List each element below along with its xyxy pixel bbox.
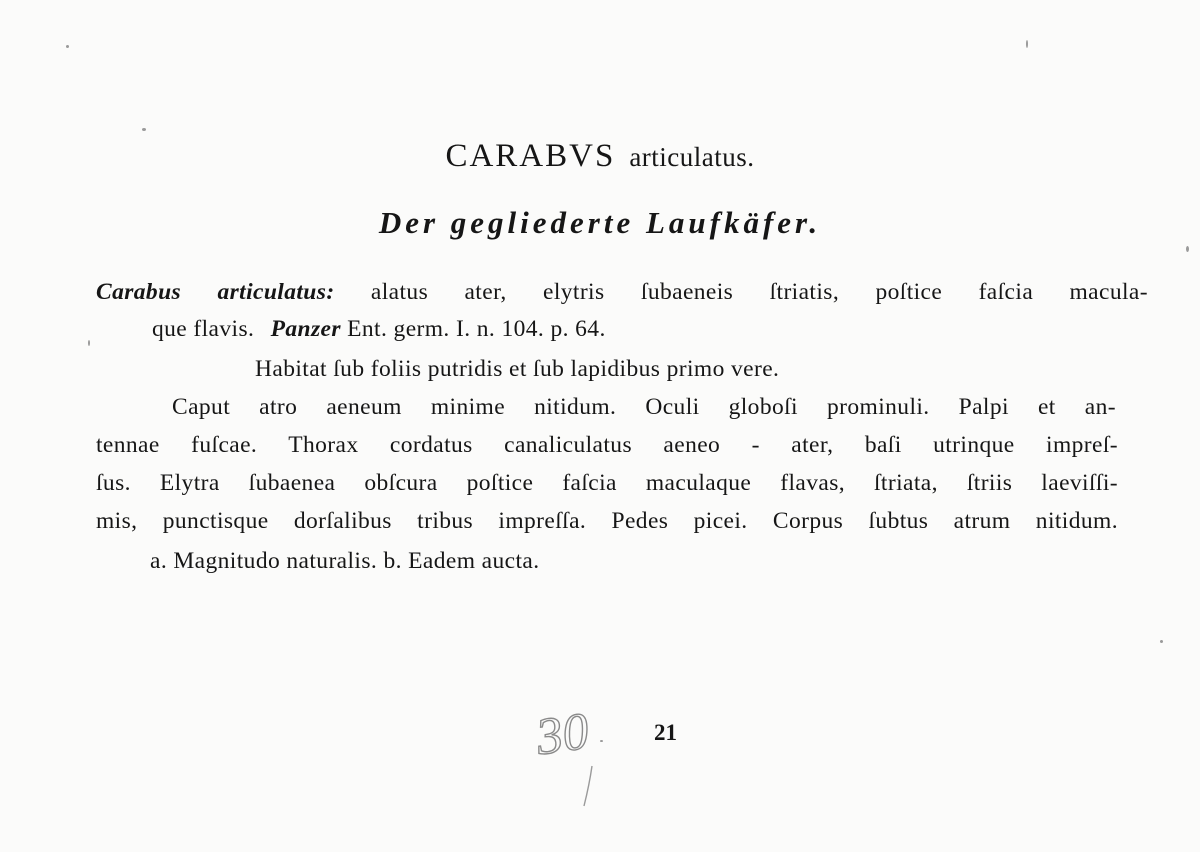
description-line-2 [152, 316, 606, 343]
body-line-4: mis, punctisque dorſalibus tribus impreſſa. Pedes picei. Corpus ſubtus atrum nitidum. [96, 508, 1118, 534]
habitat-line: Habitat ſub foliis putridis et ſub lapidibus primo vere. [255, 356, 780, 382]
handwritten-number: 30 [532, 702, 593, 767]
paper-speck [1026, 40, 1028, 48]
reference-citation: Ent. germ. I. n. 104. p. 64. [347, 316, 606, 342]
genus-name: CARABVS [445, 138, 616, 174]
body-line-2: tennae fuſcae. Thorax cordatus canaliculatus aeneo - ater, baſi utrinque impreſ- [96, 432, 1118, 458]
reference-author: Panzer [270, 316, 341, 342]
species-title [0, 138, 1200, 175]
description-taxon: Carabus articulatus: [96, 279, 335, 305]
figure-caption: a. Magnitudo naturalis. b. Eadem aucta. [150, 548, 540, 574]
paper-speck [1186, 246, 1189, 252]
body-line-3: ſus. Elytra ſubaenea obſcura poſtice faſcia maculaque flavas, ſtriata, ſtriis laeviſſi- [96, 470, 1118, 496]
description-diagnosis: alatus ater, elytris ſubaeneis ſtriatis, poſtice faſcia macula- [370, 279, 1148, 305]
paper-speck [1160, 640, 1163, 643]
description-line-1 [96, 279, 1148, 306]
page-number: 21 [654, 720, 677, 745]
paper-speck [88, 340, 90, 346]
paper-speck [66, 45, 69, 48]
handwritten-number-mark [530, 690, 620, 810]
description-continuation: que flavis. [152, 316, 255, 342]
paper-speck [142, 128, 146, 131]
body-line-1: Caput atro aeneum minime nitidum. Oculi globoſi prominuli. Palpi et an- [172, 394, 1116, 420]
species-name: articulatus. [629, 142, 755, 172]
pencil-stroke [584, 766, 592, 806]
german-common-name: Der gegliederte Laufkäfer. [378, 205, 822, 240]
paper-speck [600, 740, 603, 742]
